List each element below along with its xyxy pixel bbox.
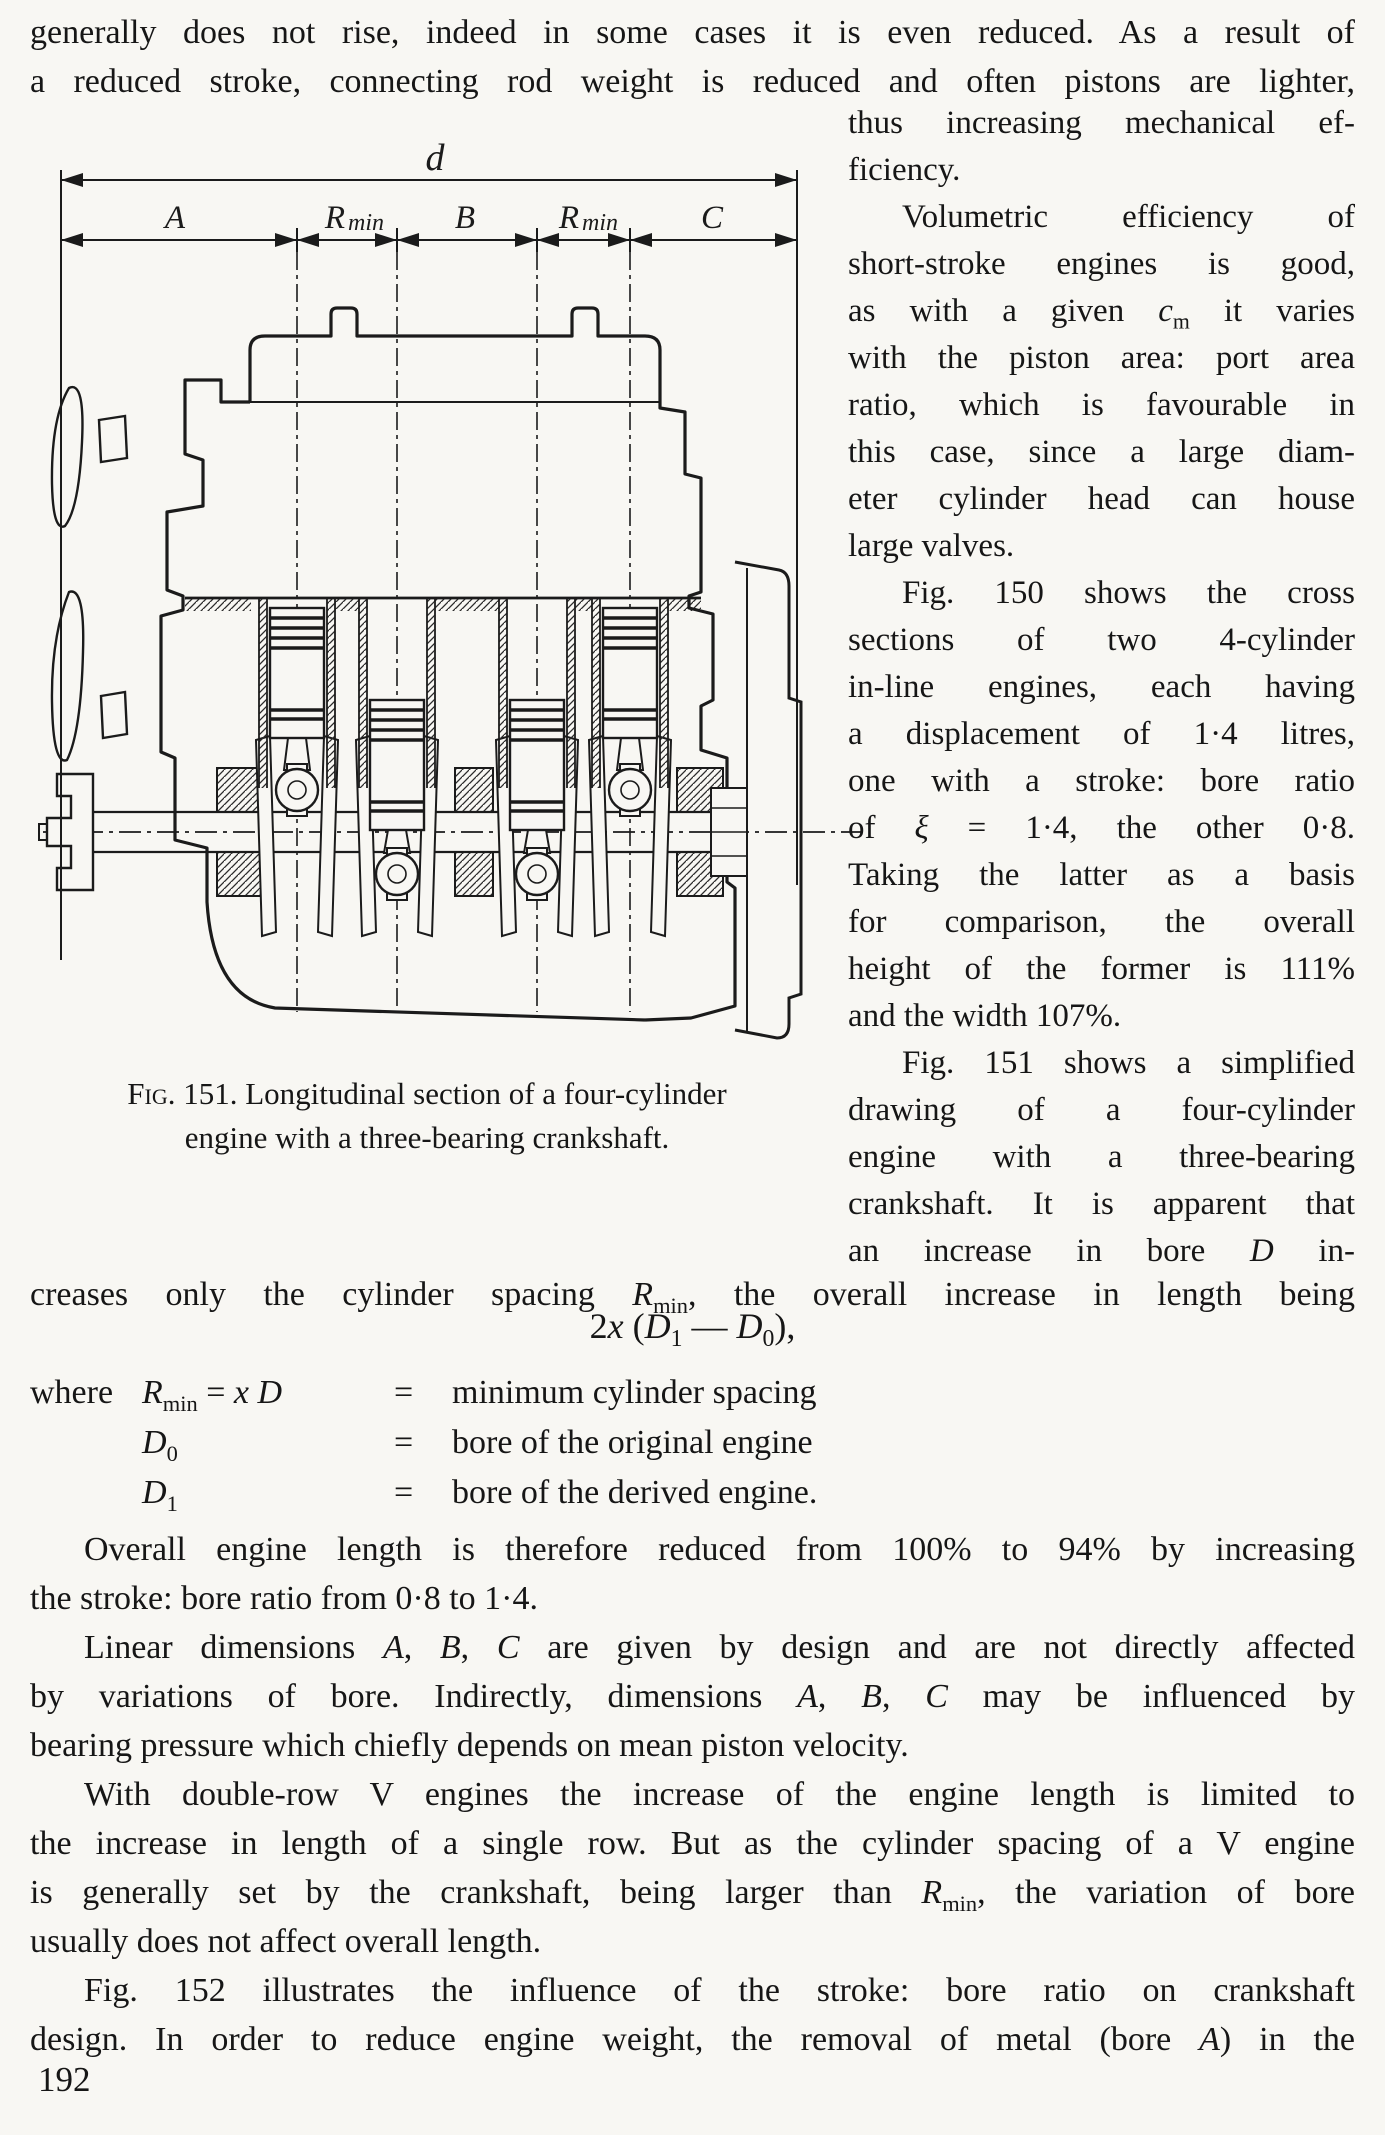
caption-line-1 <box>38 1072 816 1116</box>
text-line: creases only the cylinder spacing $R_{min}$, the overall increase in length being <box>30 1276 1355 1318</box>
right-text-column <box>848 100 1355 1275</box>
dim-label-d: d <box>425 140 445 179</box>
definition-txt: bore of the derived engine. <box>452 1474 818 1511</box>
flywheel <box>711 562 801 1038</box>
definition-row <box>30 1468 1355 1518</box>
text-line: a reduced stroke, connecting rod weight is reduced and often pistons are lighter, <box>30 63 1355 100</box>
dim-label-rmin2-r: R <box>558 200 580 236</box>
top-paragraph <box>30 8 1355 106</box>
page-number: 192 <box>38 2060 91 2099</box>
definition-sym: $D_0$ <box>142 1424 178 1466</box>
text-line: the stroke: bore ratio from 0·8 to 1·4. <box>30 1580 538 1617</box>
figure-caption <box>38 1072 816 1160</box>
definition-sym: $D_1$ <box>142 1474 178 1516</box>
figure-151 <box>35 140 865 1070</box>
text-line: is generally set by the crankshaft, being larger than $R_{min}$, the variation of bore <box>30 1874 1355 1916</box>
definition-lead <box>30 1468 142 1518</box>
dim-label-rmin1-min: min <box>348 210 384 236</box>
text-line: an increase in bore D in- <box>848 1233 1355 1269</box>
bottom-paragraphs <box>30 1525 1355 2064</box>
dim-label-a: A <box>164 200 186 236</box>
text-line: drawing of a four-cylinder <box>848 1092 1355 1128</box>
text-line: this case, since a large diam- <box>848 434 1355 470</box>
text-line: height of the former is 111% <box>848 951 1355 987</box>
caption-line-2: engine with a three-bearing crankshaft. <box>184 1120 670 1155</box>
text-line: eter cylinder head can house <box>848 481 1355 517</box>
text-line: with the piston area: port area <box>848 340 1355 376</box>
text-line: one with a stroke: bore ratio <box>848 763 1355 799</box>
text-line: sections of two 4-cylinder <box>848 622 1355 658</box>
text-line: With double-row V engines the increase of the engine length is limited to <box>84 1776 1355 1813</box>
text-line: ficiency. <box>848 152 961 188</box>
engine-longitudinal-section-drawing <box>35 140 865 1070</box>
text-line: in-line engines, each having <box>848 669 1355 705</box>
text-line: crankshaft. It is apparent that <box>848 1186 1355 1222</box>
dim-label-c: C <box>700 200 724 236</box>
text-line: design. In order to reduce engine weight, the removal of metal (bore A) in the <box>30 2021 1355 2058</box>
text-line: and the width 107%. <box>848 998 1122 1034</box>
crankshaft-pulley <box>39 774 93 890</box>
text-line: a displacement of 1·4 litres, <box>848 716 1355 752</box>
text-line: for comparison, the overall <box>848 904 1355 940</box>
text-line: the increase in length of a single row. But as the cylinder spacing of a V engine <box>30 1825 1355 1862</box>
dim-label-b: B <box>454 200 476 236</box>
text-line: Fig. 150 shows the cross <box>902 575 1355 611</box>
definition-eq: = <box>394 1474 414 1511</box>
text-line: short-stroke engines is good, <box>848 246 1355 282</box>
dim-label-rmin1-r: R <box>324 200 346 236</box>
text-line: of ξ = 1·4, the other 0·8. <box>848 810 1355 846</box>
definition-lead: where <box>30 1374 114 1411</box>
text-line: by variations of bore. Indirectly, dimensions A, B, C may be influenced by <box>30 1678 1355 1715</box>
crank-webs <box>256 736 671 936</box>
dim-label-rmin2-min: min <box>582 210 618 236</box>
definition-list <box>30 1368 1355 1518</box>
definition-txt: bore of the original engine <box>452 1424 813 1461</box>
definition-sym: $R_{min} = x$ D <box>142 1374 283 1416</box>
fan-blades <box>52 387 127 760</box>
text-line: Overall engine length is therefore reduced from 100% to 94% by increasing <box>84 1531 1355 1568</box>
definition-row <box>30 1368 1355 1418</box>
text-line: as with a given $c_m$ it varies <box>848 293 1355 334</box>
definition-eq: = <box>394 1374 414 1411</box>
text-line: Fig. 152 illustrates the influence of the stroke: bore ratio on crankshaft <box>84 1972 1355 2009</box>
text-line: large valves. <box>848 528 1015 564</box>
definition-eq: = <box>394 1424 414 1461</box>
text-line: Volumetric efficiency of <box>902 199 1355 235</box>
text-line: Fig. 151 shows a simplified <box>902 1045 1355 1081</box>
text-line: generally does not rise, indeed in some cases it is even reduced. As a result of <box>30 14 1355 51</box>
definition-row <box>30 1418 1355 1468</box>
cylinder-centerlines <box>297 252 630 1012</box>
text-line: ratio, which is favourable in <box>848 387 1355 423</box>
text-line: usually does not affect overall length. <box>30 1923 542 1960</box>
definition-lead <box>30 1418 142 1468</box>
text-line: engine with a three-bearing <box>848 1139 1355 1175</box>
dimension-labels <box>163 140 724 236</box>
text-line: bearing pressure which chiefly depends on mean piston velocity. <box>30 1727 909 1764</box>
text-line: thus increasing mechanical ef- <box>848 105 1355 141</box>
caption-fig-label: Fig. 151. <box>127 1076 238 1111</box>
text-line: Taking the latter as a basis <box>848 857 1355 893</box>
text-line: Linear dimensions A, B, C are given by design and are not directly affected <box>84 1629 1356 1666</box>
equation: 2x ($D_1$ — $D_0$), <box>589 1306 796 1353</box>
definition-txt: minimum cylinder spacing <box>452 1374 817 1411</box>
caption-rest: Longitudinal section of a four-cylinder <box>237 1076 727 1111</box>
